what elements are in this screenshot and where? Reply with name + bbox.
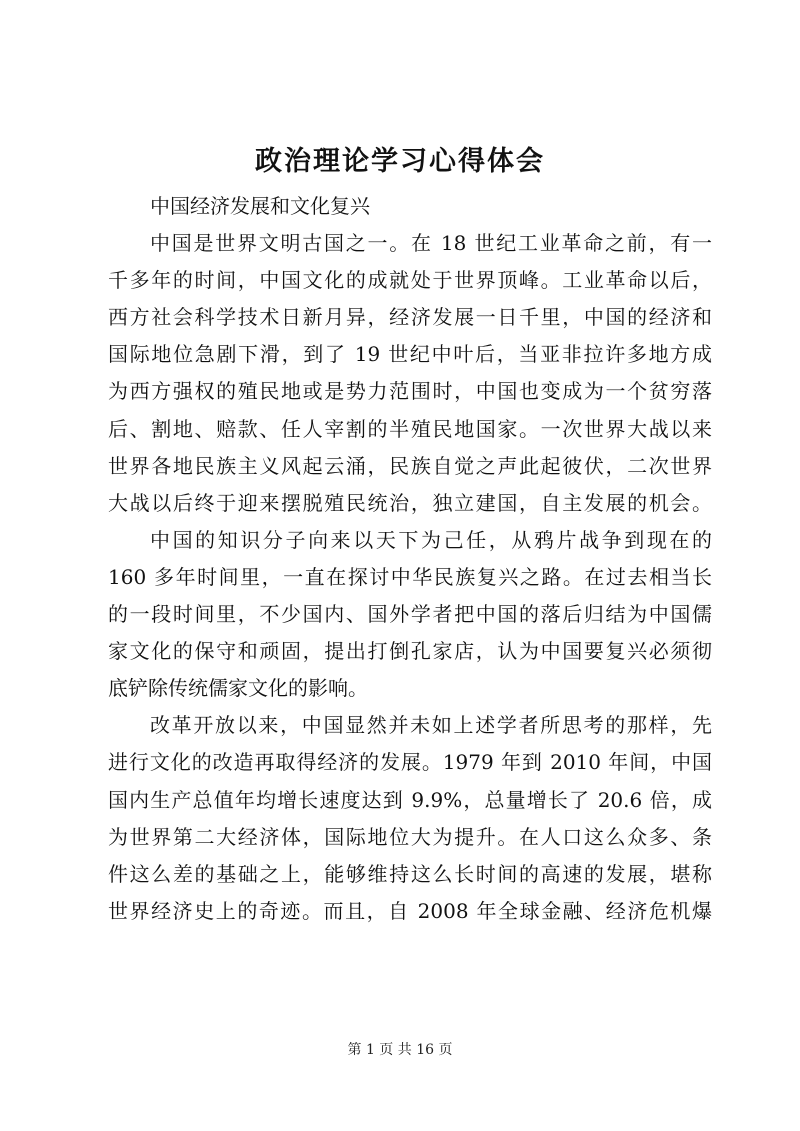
paragraph-line: 国内生产总值年均增长速度达到 9.9%，总量增长了 20.6 倍，成 xyxy=(108,787,712,812)
paragraph xyxy=(108,522,712,707)
paragraph-line: 为世界第二大经济体，国际地位大为提升。在人口这么众多、条 xyxy=(108,824,712,849)
paragraph-line: 家文化的保守和顽固，提出打倒孔家店，认为中国要复兴必须彻 xyxy=(108,639,712,664)
paragraph-line: 国际地位急剧下滑，到了 19 世纪中叶后，当亚非拉许多地方成 xyxy=(108,342,712,367)
document-title: 政治理论学习心得体会 xyxy=(255,146,545,177)
subtitle-line: 中国经济发展和文化复兴 xyxy=(150,194,370,218)
paragraph xyxy=(108,225,712,522)
paragraph-line: 世界经济史上的奇迹。而且，自 2008 年全球金融、经济危机爆 xyxy=(108,898,712,923)
paragraph-line: 底铲除传统儒家文化的影响。 xyxy=(108,676,368,701)
paragraph-line: 后、割地、赔款、任人宰割的半殖民地国家。一次世界大战以来 xyxy=(108,416,712,441)
paragraph-line: 160 多年时间里，一直在探讨中华民族复兴之路。在过去相当长 xyxy=(108,564,712,589)
paragraph xyxy=(108,707,712,930)
paragraph-line: 中国是世界文明古国之一。在 18 世纪工业革命之前，有一 xyxy=(150,231,712,256)
paragraph-line: 千多年的时间，中国文化的成就处于世界顶峰。工业革命以后， xyxy=(108,268,712,293)
paragraph-line: 进行文化的改造再取得经济的发展。1979 年到 2010 年间，中国 xyxy=(108,750,712,775)
paragraph-line: 世界各地民族主义风起云涌，民族自觉之声此起彼伏，二次世界 xyxy=(108,453,712,478)
paragraph-line: 改革开放以来，中国显然并未如上述学者所思考的那样，先 xyxy=(150,713,712,738)
paragraph-line: 大战以后终于迎来摆脱殖民统治，独立建国，自主发展的机会。 xyxy=(108,490,712,515)
document-body xyxy=(108,188,712,930)
paragraph-line: 为西方强权的殖民地或是势力范围时，中国也变成为一个贫穷落 xyxy=(108,379,712,404)
paragraph-line: 中国的知识分子向来以天下为己任，从鸦片战争到现在的 xyxy=(150,527,712,552)
page-number-footer: 第 1 页 共 16 页 xyxy=(347,1042,453,1058)
paragraph-line: 西方社会科学技术日新月异，经济发展一日千里，中国的经济和 xyxy=(108,305,712,330)
paragraph-line: 件这么差的基础之上，能够维持这么长时间的高速的发展，堪称 xyxy=(108,861,712,886)
paragraph-line: 的一段时间里，不少国内、国外学者把中国的落后归结为中国儒 xyxy=(108,602,712,627)
